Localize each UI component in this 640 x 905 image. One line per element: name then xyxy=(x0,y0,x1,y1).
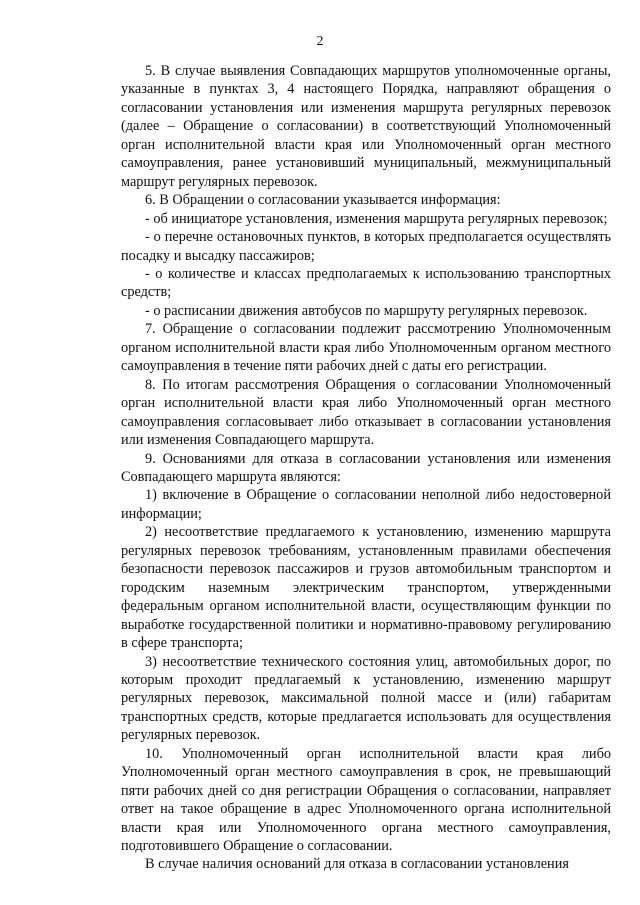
paragraph-7: 7. Обращение о согласовании подлежит рассмотрению Уполномоченным органом исполнительной власти края либо Уполномоченным органом местного самоуправления в течение пяти рабочих дней с даты его регистрации. xyxy=(121,321,611,375)
paragraph-9: 9. Основаниями для отказа в согласовании установления или изменения Совпадающего маршрута являются: xyxy=(121,450,611,485)
paragraph-refusal-case: В случае наличия оснований для отказа в согласовании установления xyxy=(145,856,569,873)
reason-3: 3) несоответствие технического состояния улиц, автомобильных дорог, по которым проходит предлагаемый к установлению, изменению маршрут регулярных перевозок, максимальной полной массе и (или) габаритам транспортных средств, которые предлагается использовать для осуществления регулярных перевозок. xyxy=(121,653,611,744)
paragraph-8: 8. По итогам рассмотрения Обращения о согласовании Уполномоченный орган исполнительной власти края либо Уполномоченный орган местного самоуправления согласовывает либо отказывает в согласовании установления или изменения Совпадающего маршрута. xyxy=(121,376,611,449)
list-item-stops: - о перечне остановочных пунктов, в которых предполагается осуществлять посадку и высадку пассажиров; xyxy=(121,229,611,264)
reason-1: 1) включение в Обращение о согласовании неполной либо недостоверной информации; xyxy=(121,487,611,522)
paragraph-5: 5. В случае выявления Совпадающих маршрутов уполномоченные органы, указанные в пунктах 3, 4 настоящего Порядка, направляют обращения о согласовании установления или изменения маршрута регулярных перевозок (далее – Обращение о согласовании) в соответствующий Уполномоченный орган исполнительной власти края или Уполномоченный орган местного самоуправления, ранее установивший муниципальный, межмуниципальный маршрут регулярных перевозок. xyxy=(121,63,611,190)
list-item-vehicles: - о количестве и классах предполагаемых к использованию транспортных средств; xyxy=(121,265,611,301)
paragraph-10: 10. Уполномоченный орган исполнительной власти края либо Уполномоченный орган местного самоуправления в срок, не превышающий пяти рабочих дней со дня регистрации Обращения о согласовании, направляет ответ на такое обращение в адрес Уполномоченного органа исполнительной власти края или Уполномоченного органа местного самоуправления, подготовившего Обращение о согласовании. xyxy=(121,745,611,855)
list-item-initiator: - об инициаторе установления, изменения маршрута регулярных перевозок; xyxy=(145,210,608,227)
paragraph-6: 6. В Обращении о согласовании указывается информация: xyxy=(145,192,501,209)
page-number: 2 xyxy=(316,34,324,49)
document-body xyxy=(121,62,611,874)
list-item-schedule: - о расписании движения автобусов по маршруту регулярных перевозок. xyxy=(145,302,588,319)
reason-2: 2) несоответствие предлагаемого к установлению, изменению маршрута регулярных перевозок требованиям, установленным правилами обеспечения безопасности перевозок пассажиров и грузов автомобильным транспортом и городским наземным электрическим транспортом, утвержденными федеральным органом исполнительной власти, осуществляющим функции по выработке государственной политики и нормативно-правовому регулированию в сфере транспорта; xyxy=(121,524,611,652)
